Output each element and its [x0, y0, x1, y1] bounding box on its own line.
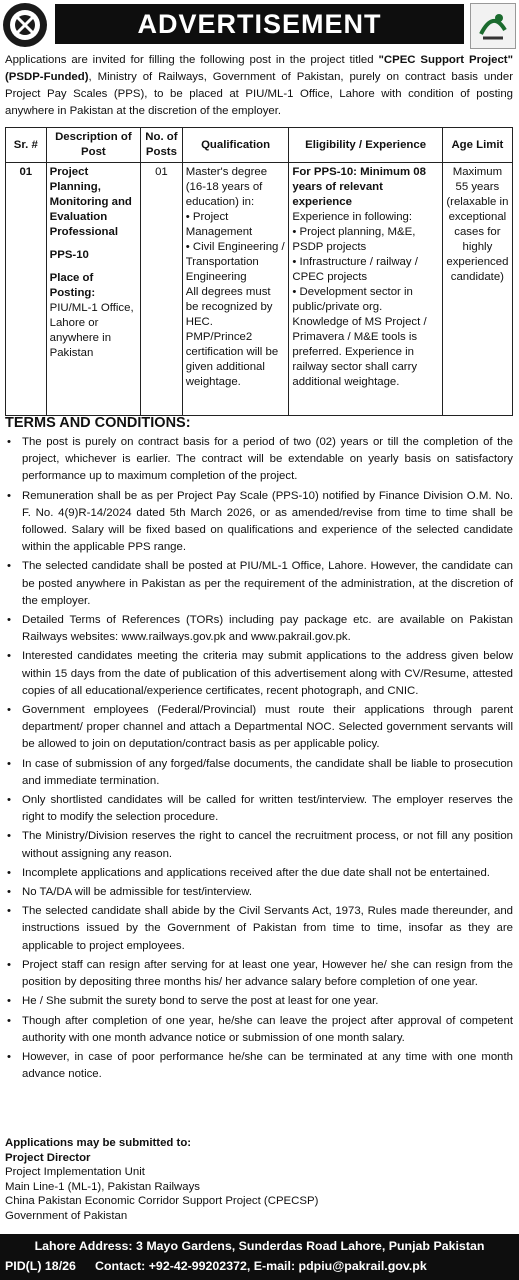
list-item	[5, 957, 513, 991]
apply-line: Main Line-1 (ML-1), Pakistan Railways	[5, 1180, 200, 1193]
bullet-icon: •	[7, 886, 11, 899]
advertisement-banner	[55, 4, 464, 44]
terms-heading: TERMS AND CONDITIONS:	[5, 415, 191, 431]
header-description: Description of Post	[46, 128, 140, 163]
posting-value: PIU/ML-1 Office, Lahore or anywhere in Pakistan	[49, 302, 134, 359]
cell-posts: 01	[141, 163, 183, 416]
table-row	[6, 163, 513, 416]
term-text: Government employees (Federal/Provincial) must route their applications through parent department/ proper channel and attach a Departmental NOC. Selected government servants will be allowed to join on deputation/contract basis as per applicable policy.	[22, 704, 513, 751]
qualification-item: • Civil Engineering / Transportation Engineering	[185, 241, 285, 283]
bullet-icon: •	[7, 830, 11, 843]
term-text: Interested candidates meeting the criteria may submit applications to the address given below within 15 days from the date of publication of this advertisement along with CV/Resume, attested copies of all educational/experience certificates, recent photograph, and CNIC.	[22, 650, 513, 697]
bullet-icon: •	[7, 905, 11, 918]
term-text: The selected candidate shall be posted at PIU/ML-1 Office, Lahore. However, the candidate can be posted anywhere in Pakistan as per the requirement of the administration, at the discretion of the employer.	[22, 560, 513, 607]
eligibility-intro: Experience in following:	[292, 211, 413, 223]
term-text: The selected candidate shall abide by the Civil Servants Act, 1973, Rules made thereunder, and instructions issued by the Government of Pakistan from time to time, insofar as they are applicable to project employees.	[22, 905, 513, 952]
apply-line: Project Implementation Unit	[5, 1166, 145, 1178]
term-text: Though after completion of one year, he/she can leave the project after approval of competent authority with one month advance notice or submission of one month salary.	[22, 1014, 513, 1044]
list-item	[5, 756, 513, 790]
term-text: The post is purely on contract basis for a period of two (02) years or till the completion of the project, whichever is earlier. The contract will be extendable on yearly basis on satisfactory performance up to maximum completion of the project.	[22, 436, 513, 483]
footer-contact: Contact: +92-42-99202372, E-mail: pdpiu@pakrail.gov.pk	[95, 1259, 427, 1273]
cpec-logo-icon	[470, 3, 516, 49]
apply-title: Project Director	[5, 1151, 91, 1164]
header-sr: Sr. #	[6, 128, 47, 163]
apply-line: Government of Pakistan	[5, 1209, 128, 1222]
term-text: Project staff can resign after serving for at least one year, However he/ she can resign from the position by depositing three months his/ her advance salary before completion of one year.	[22, 958, 513, 989]
list-item	[5, 884, 513, 901]
term-text: However, in case of poor performance he/she can be terminated at any time with one month advance notice.	[22, 1050, 513, 1081]
term-text: Incomplete applications and applications received after the due date shall not be entertained.	[22, 866, 490, 879]
bullet-icon: •	[7, 704, 11, 717]
table-header-row	[6, 128, 513, 163]
term-text: Detailed Terms of References (TORs) including pay package etc. are available on Pakistan Railways websites: www.railways.gov.pk and www.pakrail.gov.pk.	[22, 614, 513, 644]
list-item	[5, 792, 513, 826]
apply-heading: Applications may be submitted to:	[5, 1137, 192, 1149]
list-item	[5, 1049, 513, 1083]
eligibility-heading: For PPS-10: Minimum 08 years of relevant experience	[292, 166, 426, 208]
intro-text-2: , Ministry of Railways, Government of Pakistan, purely on contract basis under Project Pay Scales (PPS), to be placed at PIU/ML-1 Office, Lahore with condition of posting anywhere in Pakistan at the discretion of the employer.	[5, 71, 513, 117]
qualification-note: All degrees must be recognized by HEC.	[185, 286, 273, 328]
eligibility-item: • Infrastructure / railway / CPEC projects	[292, 256, 418, 283]
list-item	[5, 828, 513, 862]
bullet-icon: •	[7, 436, 11, 448]
header	[0, 0, 519, 48]
list-item	[5, 993, 513, 1010]
cell-age-limit: Maximum 55 years (relaxable in exceptional cases for highly experienced candidate)	[442, 163, 512, 416]
cell-sr: 01	[6, 163, 47, 416]
bullet-icon: •	[7, 866, 11, 879]
footer-address: Lahore Address: 3 Mayo Gardens, Sunderdas Road Lahore, Punjab Pakistan	[34, 1239, 485, 1253]
term-text: The Ministry/Division reserves the right to cancel the recruitment process, or not fill any position without assigning any reason.	[22, 830, 513, 860]
list-item	[5, 903, 513, 955]
bullet-icon: •	[7, 614, 11, 627]
qualification-intro: Master's degree (16-18 years of education) in:	[185, 166, 268, 208]
intro-text-1: Applications are invited for filling the following post in the project titled	[5, 54, 379, 66]
bullet-icon: •	[7, 995, 11, 1008]
bullet-icon: •	[7, 794, 11, 807]
footer-pid: PID(L) 18/26	[5, 1259, 76, 1273]
bullet-icon: •	[7, 958, 11, 971]
list-item	[5, 434, 513, 486]
cell-qualification	[182, 163, 289, 416]
term-text: In case of submission of any forged/false documents, the candidate shall be liable to prosecution and immediate termination.	[22, 757, 513, 787]
bullet-icon: •	[7, 650, 11, 663]
apply-line: China Pakistan Economic Corridor Support Project (CPECSP)	[5, 1195, 319, 1207]
posting-label: Place of Posting:	[49, 272, 96, 299]
bullet-icon: •	[7, 560, 11, 573]
page-title: ADVERTISEMENT	[137, 8, 382, 39]
list-item	[5, 648, 513, 700]
list-item	[5, 488, 513, 557]
bullet-icon: •	[7, 1050, 11, 1063]
list-item	[5, 558, 513, 610]
eligibility-item: • Development sector in public/private org.	[292, 286, 413, 313]
post-title: Project Planning, Monitoring and Evaluation Professional	[49, 166, 132, 238]
post-table	[5, 127, 513, 416]
intro-paragraph	[5, 52, 513, 120]
header-eligibility: Eligibility / Experience	[289, 128, 442, 163]
list-item	[5, 1013, 513, 1047]
terms-list	[5, 434, 513, 1085]
list-item	[5, 702, 513, 754]
pakistan-railways-logo-icon	[3, 3, 47, 47]
footer-bar	[0, 1234, 519, 1280]
application-address	[5, 1136, 318, 1223]
term-text: He / She submit the surety bond to serve the post at least for one year.	[22, 995, 379, 1008]
term-text: Only shortlisted candidates will be called for written test/interview. The employer reserves the right to modify the selection procedure.	[22, 794, 513, 824]
list-item	[5, 612, 513, 646]
qualification-item: • Project Management	[185, 211, 253, 238]
project-title: "CPEC Support Project" (PSDP-Funded)	[5, 54, 513, 83]
list-item	[5, 865, 513, 882]
term-text: No TA/DA will be admissible for test/interview.	[22, 886, 253, 899]
bullet-icon: •	[7, 1014, 11, 1027]
cell-eligibility	[289, 163, 442, 416]
eligibility-note: Knowledge of MS Project / Primavera / M&E tools is preferred. Experience in railway sector shall carry additional weightage.	[292, 316, 427, 388]
bullet-icon: •	[7, 489, 11, 502]
header-qualification: Qualification	[182, 128, 289, 163]
term-text: Remuneration shall be as per Project Pay Scale (PPS-10) notified by Finance Division O.M. No. F. No. 4(9)R-14/2024 dated 5th March 2026, or as amended/revise from time to time shall be followed. Salary will be fixed based on qualifications and experience of the selected candidate within the applicable PPS range.	[22, 489, 513, 554]
cell-description	[46, 163, 140, 416]
post-scale: PPS-10	[49, 249, 89, 261]
header-posts: No. of Posts	[141, 128, 183, 163]
eligibility-item: • Project planning, M&E, PSDP projects	[292, 226, 416, 253]
qualification-note: PMP/Prince2 certification will be given additional weightage.	[185, 331, 279, 388]
header-age-limit: Age Limit	[442, 128, 512, 163]
bullet-icon: •	[7, 757, 11, 770]
